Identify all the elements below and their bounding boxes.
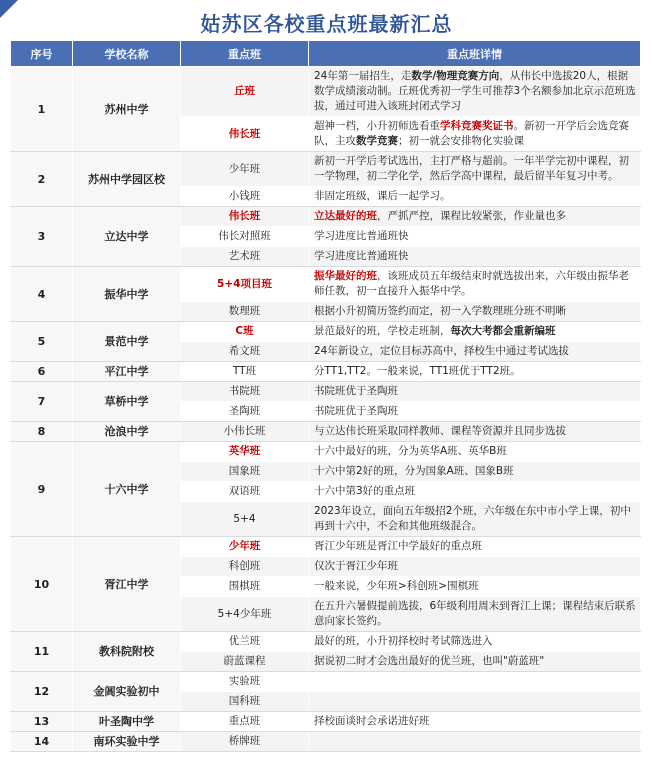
row-number: 11 [11,632,73,672]
detail-segment: 书院班优于圣陶班 [314,405,398,417]
table-row [11,442,641,462]
header-school: 学校名称 [73,41,181,67]
page-title: 姑苏区各校重点班最新汇总 [200,12,453,36]
table-row [11,267,641,302]
school-name: 立达中学 [73,207,181,267]
class-name: 5+4项目班 [181,267,309,302]
class-detail [309,227,641,247]
class-detail [309,187,641,207]
class-name: 重点班 [181,712,309,732]
row-number: 9 [11,442,73,537]
detail-segment: 十六中最好的班，分为英华A班、英华B班 [314,445,507,457]
detail-segment: 24年新设立，定位目标苏高中，择校生中通过考试选拔 [314,345,569,357]
detail-segment: 书院班优于圣陶班 [314,385,398,397]
row-number: 3 [11,207,73,267]
class-name: 小钱班 [181,187,309,207]
class-detail [309,267,641,302]
table-row [11,732,641,752]
class-name: 英华班 [181,442,309,462]
table-header-row [11,41,641,67]
table-row [11,152,641,187]
detail-segment: 仅次于胥江少年班 [314,560,398,572]
detail-segment: 数学竞赛 [356,135,398,147]
class-detail [309,362,641,382]
header-class: 重点班 [181,41,309,67]
school-name: 苏州中学园区校 [73,152,181,207]
school-name: 胥江中学 [73,537,181,632]
detail-segment: 每次大考都会重新编班 [450,325,556,337]
row-number: 6 [11,362,73,382]
detail-segment: 景范最好的班，学校走班制， [314,325,451,337]
school-name: 金阊实验初中 [73,672,181,712]
class-detail [309,382,641,402]
detail-segment: 。新初一开学后会选竞赛队，主攻 [314,120,629,147]
class-name: 数理班 [181,302,309,322]
class-detail [309,577,641,597]
detail-segment: 与立达伟长班采取同样教师、课程等资源并且同步选拔 [314,425,566,437]
school-name: 教科院附校 [73,632,181,672]
class-detail [309,422,641,442]
class-name: 伟长班 [181,117,309,152]
row-number: 13 [11,712,73,732]
class-name: 小伟长班 [181,422,309,442]
detail-segment: 振华最好的班 [314,270,377,282]
table-row [11,207,641,227]
row-number: 12 [11,672,73,712]
class-name: 国科班 [181,692,309,712]
class-name: 艺术班 [181,247,309,267]
class-detail [309,732,641,752]
class-name: 5+4 [181,502,309,537]
class-detail [309,207,641,227]
detail-segment: 学科竞赛奖证书 [440,120,514,132]
school-name: 平江中学 [73,362,181,382]
school-name: 沧浪中学 [73,422,181,442]
detail-segment: 在五升六暑假提前选拔，6年级利用周末到胥江上课；课程结束后联系意向家长签约。 [314,600,636,627]
detail-segment: 2023年设立，面向五年级招2个班，六年级在东中市小学上课，初中再到十六中，不会和其他班级混合。 [314,505,631,532]
class-name: 希文班 [181,342,309,362]
class-name: 双语班 [181,482,309,502]
detail-segment: ；初一就会安排物化实验课 [398,135,524,147]
row-number: 2 [11,152,73,207]
class-name: TT班 [181,362,309,382]
table-row [11,422,641,442]
detail-segment: 最好的班，小升初择校时考试筛选进入 [314,635,493,647]
class-detail [309,117,641,152]
school-name: 振华中学 [73,267,181,322]
detail-segment: 立达最好的班 [314,210,377,222]
class-detail [309,557,641,577]
class-detail [309,302,641,322]
table-row [11,67,641,117]
class-detail [309,537,641,557]
detail-segment: 胥江少年班是胥江中学最好的重点班 [314,540,482,552]
table-row [11,712,641,732]
class-name: 实验班 [181,672,309,692]
class-name: 科创班 [181,557,309,577]
class-name: 优兰班 [181,632,309,652]
detail-segment: 学习进度比普通班快 [314,250,409,262]
class-detail [309,712,641,732]
class-name: 伟长班 [181,207,309,227]
table-row [11,382,641,402]
detail-segment: ，从伟长中选拔20人，根据数学成绩滚动制。丘班优秀初一学生可推荐3个名额参加北京示范班选拔，通过可进入该班封闭式学习 [314,70,636,112]
class-detail [309,247,641,267]
class-detail [309,402,641,422]
detail-segment: 一般来说，少年班>科创班>围棋班 [314,580,479,592]
class-detail [309,67,641,117]
detail-segment: 分TT1,TT2。一般来说，TT1班优于TT2班。 [314,365,521,377]
header-no: 序号 [11,41,73,67]
class-name: 丘班 [181,67,309,117]
detail-segment: ，严抓严控，课程比较紧张，作业量也多 [377,210,566,222]
row-number: 1 [11,67,73,152]
class-detail [309,502,641,537]
class-detail [309,632,641,652]
table-body [11,67,641,752]
row-number: 14 [11,732,73,752]
detail-segment: 新初一开学后考试选出，主打严格与超前。一年半学完初中课程，初一学物理，初二学化学，然后学高中课程，最后留半年复习中考。 [314,155,629,182]
row-number: 8 [11,422,73,442]
class-name: 国象班 [181,462,309,482]
class-detail [309,342,641,362]
school-name: 十六中学 [73,442,181,537]
class-detail [309,672,641,692]
class-detail [309,152,641,187]
class-detail [309,442,641,462]
table-row [11,362,641,382]
summary-table [10,40,641,752]
row-number: 5 [11,322,73,362]
detail-segment: ，该班成员五年级结束时就选拔出来，六年级由振华老师任教，初一直接升入振华中学。 [314,270,629,297]
class-name: 伟长对照班 [181,227,309,247]
school-name: 叶圣陶中学 [73,712,181,732]
table-row [11,322,641,342]
class-detail [309,462,641,482]
class-name: 蔚蓝课程 [181,652,309,672]
row-number: 10 [11,537,73,632]
detail-segment: 十六中第3好的重点班 [314,485,416,497]
class-detail [309,692,641,712]
detail-segment: 数学/物理竞赛方向 [411,70,500,82]
detail-segment: 超神一档，小升初师选看重 [314,120,440,132]
class-name: 圣陶班 [181,402,309,422]
detail-segment: 十六中第2好的班，分为国象A班、国象B班 [314,465,514,477]
detail-segment: 择校面谈时会承诺进好班 [314,715,430,727]
class-detail [309,597,641,632]
class-name: 围棋班 [181,577,309,597]
school-name: 草桥中学 [73,382,181,422]
class-detail [309,652,641,672]
class-name: 书院班 [181,382,309,402]
class-name: 5+4少年班 [181,597,309,632]
row-number: 7 [11,382,73,422]
class-detail [309,322,641,342]
class-name: 桥牌班 [181,732,309,752]
table-row [11,632,641,652]
detail-segment: 根据小升初简历签约而定，初一入学数理班分班不明晰 [314,305,566,317]
table-row [11,537,641,557]
header-detail: 重点班详情 [309,41,641,67]
class-detail [309,482,641,502]
detail-segment: 学习进度比普通班快 [314,230,409,242]
class-name: C班 [181,322,309,342]
school-name: 苏州中学 [73,67,181,152]
table-row [11,672,641,692]
detail-segment: 非固定班级，课后一起学习。 [314,190,451,202]
school-name: 南环实验中学 [73,732,181,752]
school-name: 景范中学 [73,322,181,362]
detail-segment: 24年第一届招生，走 [314,70,412,82]
class-name: 少年班 [181,537,309,557]
class-name: 少年班 [181,152,309,187]
row-number: 4 [11,267,73,322]
detail-segment: 据说初二时才会选出最好的优兰班，也叫"蔚蓝班" [314,655,545,667]
